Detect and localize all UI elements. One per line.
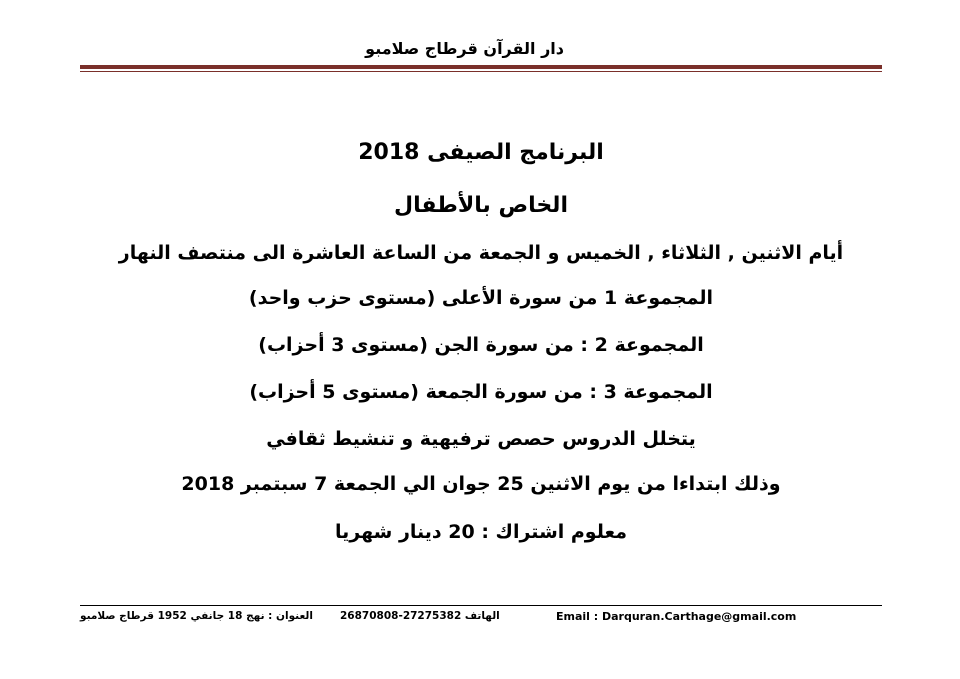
- program-title: البرنامج الصيفى 2018: [358, 140, 604, 165]
- header-rule-thick: [80, 65, 882, 69]
- footer-rule: [80, 605, 882, 606]
- group-2-line: المجموعة 2 : من سورة الجن (مستوى 3 أحزاب): [258, 334, 704, 356]
- footer-phone: الهاتف 27275382-26870808: [340, 610, 500, 622]
- dates-line: وذلك ابتداءا من يوم الاثنين 25 جوان الي الجمعة 7 سبتمبر 2018: [181, 473, 781, 495]
- activities-line: يتخلل الدروس حصص ترفيهية و تنشيط ثقافي: [266, 428, 696, 450]
- footer-email: Email : Darquran.Carthage@gmail.com: [556, 610, 797, 623]
- group-3-line: المجموعة 3 : من سورة الجمعة (مستوى 5 أحزاب): [249, 381, 713, 403]
- fee-line: معلوم اشتراك : 20 دينار شهريا: [335, 521, 627, 543]
- header-rule-thin: [80, 71, 882, 72]
- schedule-days-line: أيام الاثنين , الثلاثاء , الخميس و الجمعة من الساعة العاشرة الى منتصف النهار: [118, 242, 844, 264]
- footer-address: العنوان : نهج 18 جانفي 1952 قرطاج صلامبو: [80, 610, 313, 622]
- group-1-line: المجموعة 1 من سورة الأعلى (مستوى حزب واحد): [248, 287, 714, 309]
- header-title: دار القرآن قرطاج صلامبو: [365, 39, 564, 58]
- program-subtitle: الخاص بالأطفال: [394, 193, 568, 218]
